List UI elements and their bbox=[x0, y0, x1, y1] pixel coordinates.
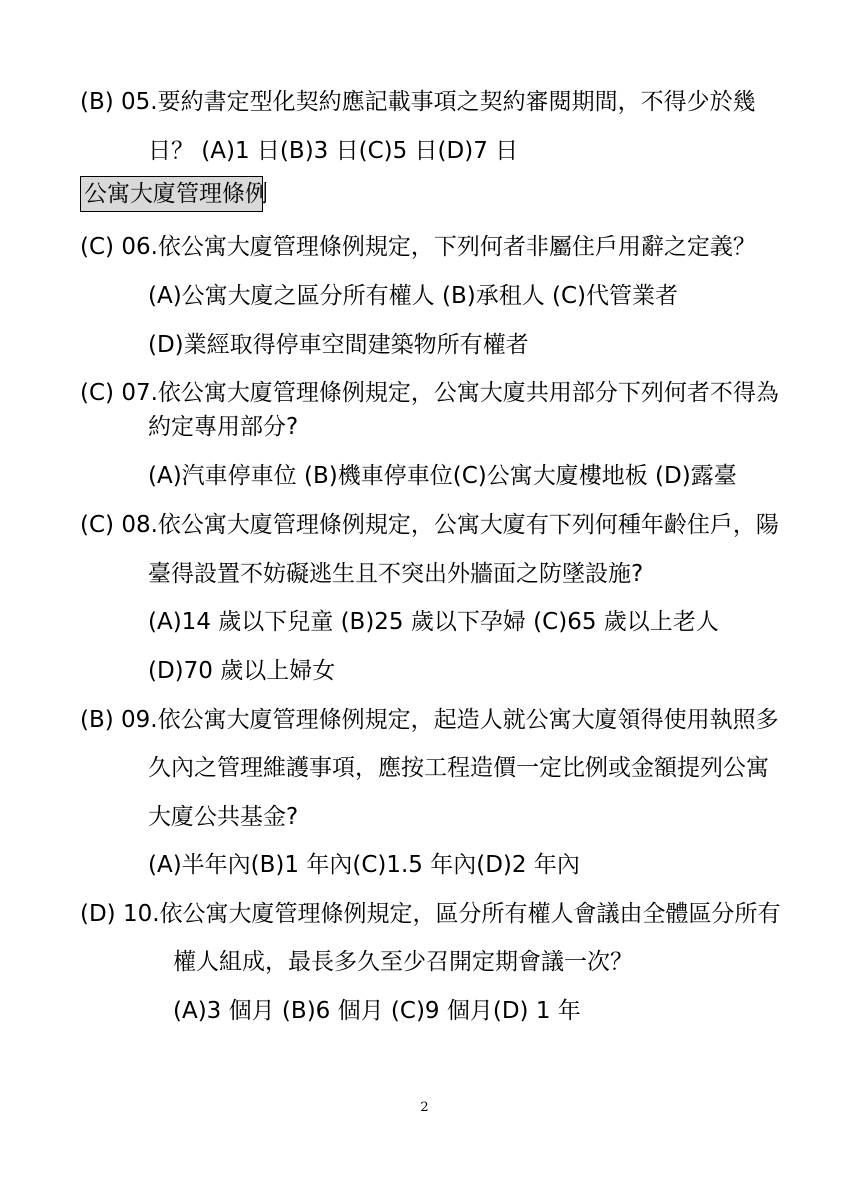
question-08-options-line-1: (A)14 歲以下兒童 (B)25 歲以下孕婦 (C)65 歲以上老人 bbox=[148, 609, 719, 635]
question-06-answer-number: (C) 06. bbox=[80, 234, 158, 260]
question-07-line-2: 約定專用部分? bbox=[148, 414, 299, 440]
question-06-options-line-1: (A)公寓大廈之區分所有權人 (B)承租人 (C)代管業者 bbox=[148, 283, 679, 309]
section-title: 公寓大廈管理條例 bbox=[84, 181, 268, 207]
question-05-answer-number: (B) 05. bbox=[80, 89, 158, 115]
question-08-line-1 bbox=[80, 510, 779, 540]
question-05-line-1 bbox=[80, 87, 756, 117]
question-07-stem-line-1: 依公寓大廈管理條例規定，公寓大廈共用部分下列何者不得為 bbox=[157, 380, 779, 406]
question-09-answer-number: (B) 09. bbox=[80, 707, 158, 733]
question-07-line-1 bbox=[80, 378, 779, 408]
question-09-stem-line-1: 依公寓大廈管理條例規定，起造人就公寓大廈領得使用執照多 bbox=[157, 707, 779, 733]
question-08-options-line-2: (D)70 歲以上婦女 bbox=[148, 658, 336, 684]
question-09-line-1 bbox=[80, 705, 779, 735]
question-10-line-1 bbox=[80, 899, 781, 929]
question-08-stem-line-1: 依公寓大廈管理條例規定，公寓大廈有下列何種年齡住戶，陽 bbox=[157, 512, 779, 538]
question-08-line-2: 臺得設置不妨礙逃生且不突出外牆面之防墜設施? bbox=[148, 561, 644, 587]
section-heading-box bbox=[80, 176, 268, 212]
question-10-stem-line-1: 依公寓大廈管理條例規定，區分所有權人會議由全體區分所有 bbox=[159, 901, 781, 927]
question-06-line-1 bbox=[80, 232, 756, 262]
question-06-stem-line-1: 依公寓大廈管理條例規定，下列何者非屬住戶用辭之定義？ bbox=[157, 234, 756, 260]
question-05-stem-line-1: 要約書定型化契約應記載事項之契約審閱期間，不得少於幾 bbox=[157, 89, 756, 115]
question-10-options-line-1: (A)3 個月 (B)6 個月 (C)9 個月(D) 1 年 bbox=[173, 998, 581, 1024]
question-07-options-line-1: (A)汽車停車位 (B)機車停車位(C)公寓大廈樓地板 (D)露臺 bbox=[148, 463, 737, 489]
question-09-line-2: 久內之管理維護事項，應按工程造價一定比例或金額提列公寓 bbox=[148, 755, 769, 781]
page-number: 2 bbox=[420, 1100, 429, 1115]
question-07-answer-number: (C) 07. bbox=[80, 380, 158, 406]
question-06-options-line-2: (D)業經取得停車空間建築物所有權者 bbox=[148, 332, 529, 358]
question-10-line-2: 權人組成，最長多久至少召開定期會議一次？ bbox=[173, 949, 633, 975]
question-09-options-line-1: (A)半年內(B)1 年內(C)1.5 年內(D)2 年內 bbox=[148, 852, 580, 878]
question-08-answer-number: (C) 08. bbox=[80, 512, 158, 538]
question-05-line-2: 日？ (A)1 日(B)3 日(C)5 日(D)7 日 bbox=[148, 138, 519, 164]
question-09-line-3: 大廈公共基金? bbox=[148, 804, 299, 830]
question-10-answer-number: (D) 10. bbox=[80, 901, 160, 927]
